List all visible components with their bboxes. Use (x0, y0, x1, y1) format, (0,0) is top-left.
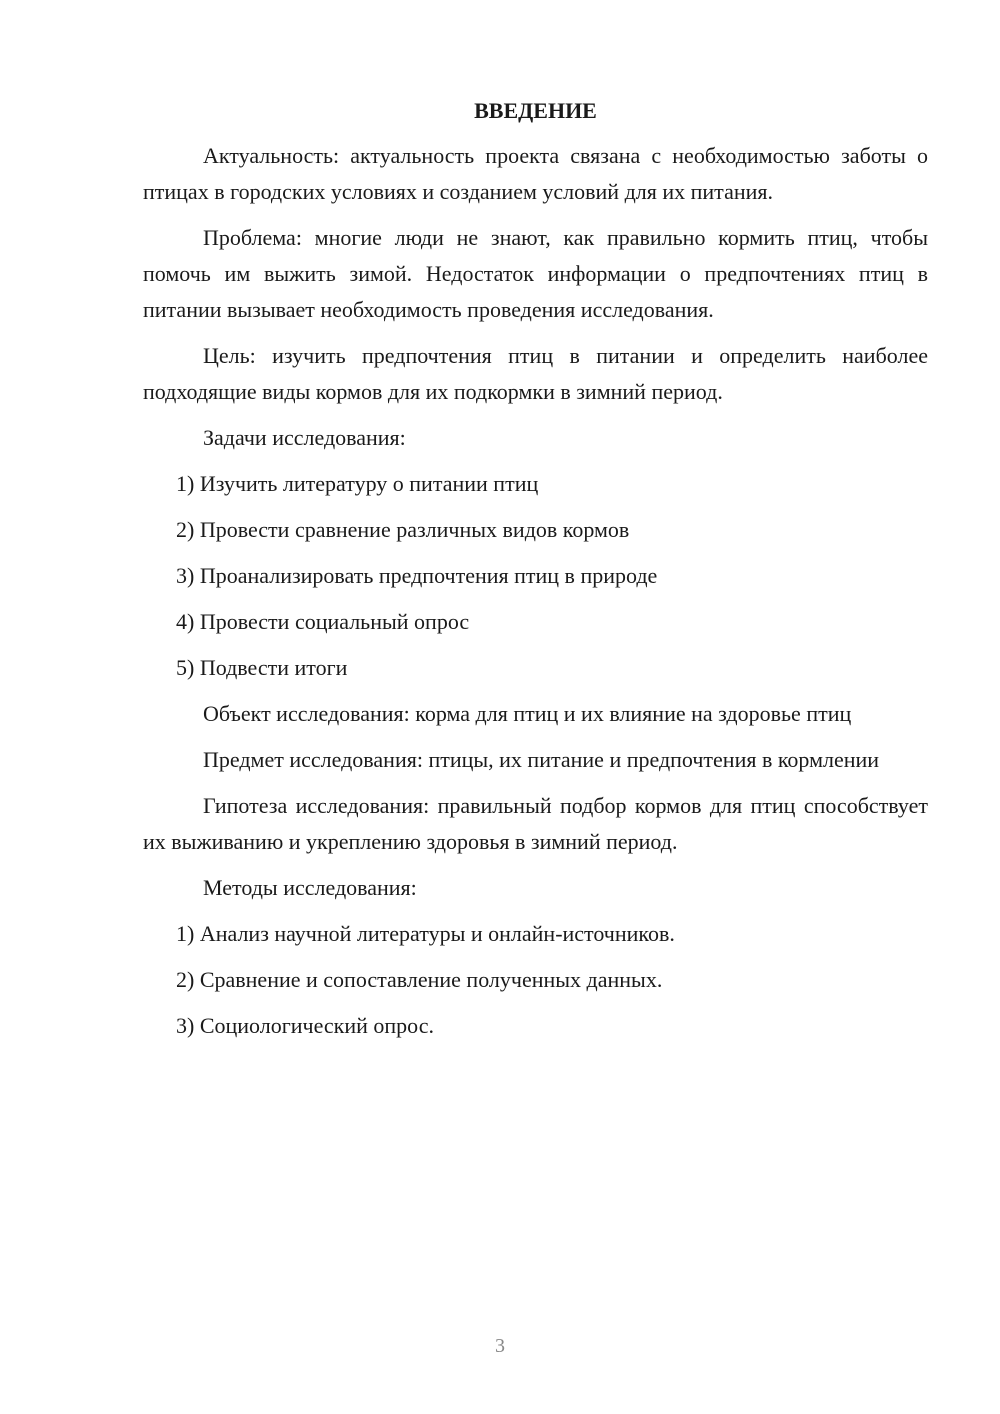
list-item: 3) Проанализировать предпочтения птиц в природе (176, 563, 658, 588)
list-item: 4) Провести социальный опрос (176, 609, 470, 634)
list-item: 3) Социологический опрос. (176, 1013, 434, 1038)
methods-heading: Методы исследования: (203, 875, 417, 900)
goal-paragraph: Цель: изучить предпочтения птиц в питании и определить наиболее подходящие виды кормов для их подкормки в зимний период. (143, 343, 928, 404)
problem-paragraph: Проблема: многие люди не знают, как правильно кормить птиц, чтобы помочь им выжить зимой. Недостаток информации о предпочтениях птиц в питании вызывает необходимость проведения исследования. (143, 225, 928, 322)
list-item: 2) Сравнение и сопоставление полученных данных. (176, 967, 663, 992)
page-title: ВВЕДЕНИЕ (474, 98, 597, 123)
subject-paragraph: Предмет исследования: птицы, их питание и предпочтения в кормлении (203, 747, 880, 772)
tasks-heading: Задачи исследования: (203, 425, 406, 450)
page-number: 3 (495, 1335, 505, 1357)
relevance-paragraph: Актуальность: актуальность проекта связана с необходимостью заботы о птицах в городских условиях и созданием условий для их питания. (143, 143, 928, 204)
list-item: 2) Провести сравнение различных видов кормов (176, 517, 630, 542)
object-paragraph: Объект исследования: корма для птиц и их влияние на здоровье птиц (203, 701, 852, 726)
hypothesis-paragraph: Гипотеза исследования: правильный подбор кормов для птиц способствует их выживанию и укреплению здоровья в зимний период. (143, 793, 928, 854)
methods-list (143, 916, 928, 1044)
page-content (143, 96, 928, 1054)
list-item: 5) Подвести итоги (176, 655, 348, 680)
tasks-list (143, 466, 928, 686)
list-item: 1) Изучить литературу о питании птиц (176, 471, 539, 496)
list-item: 1) Анализ научной литературы и онлайн-источников. (176, 921, 675, 946)
